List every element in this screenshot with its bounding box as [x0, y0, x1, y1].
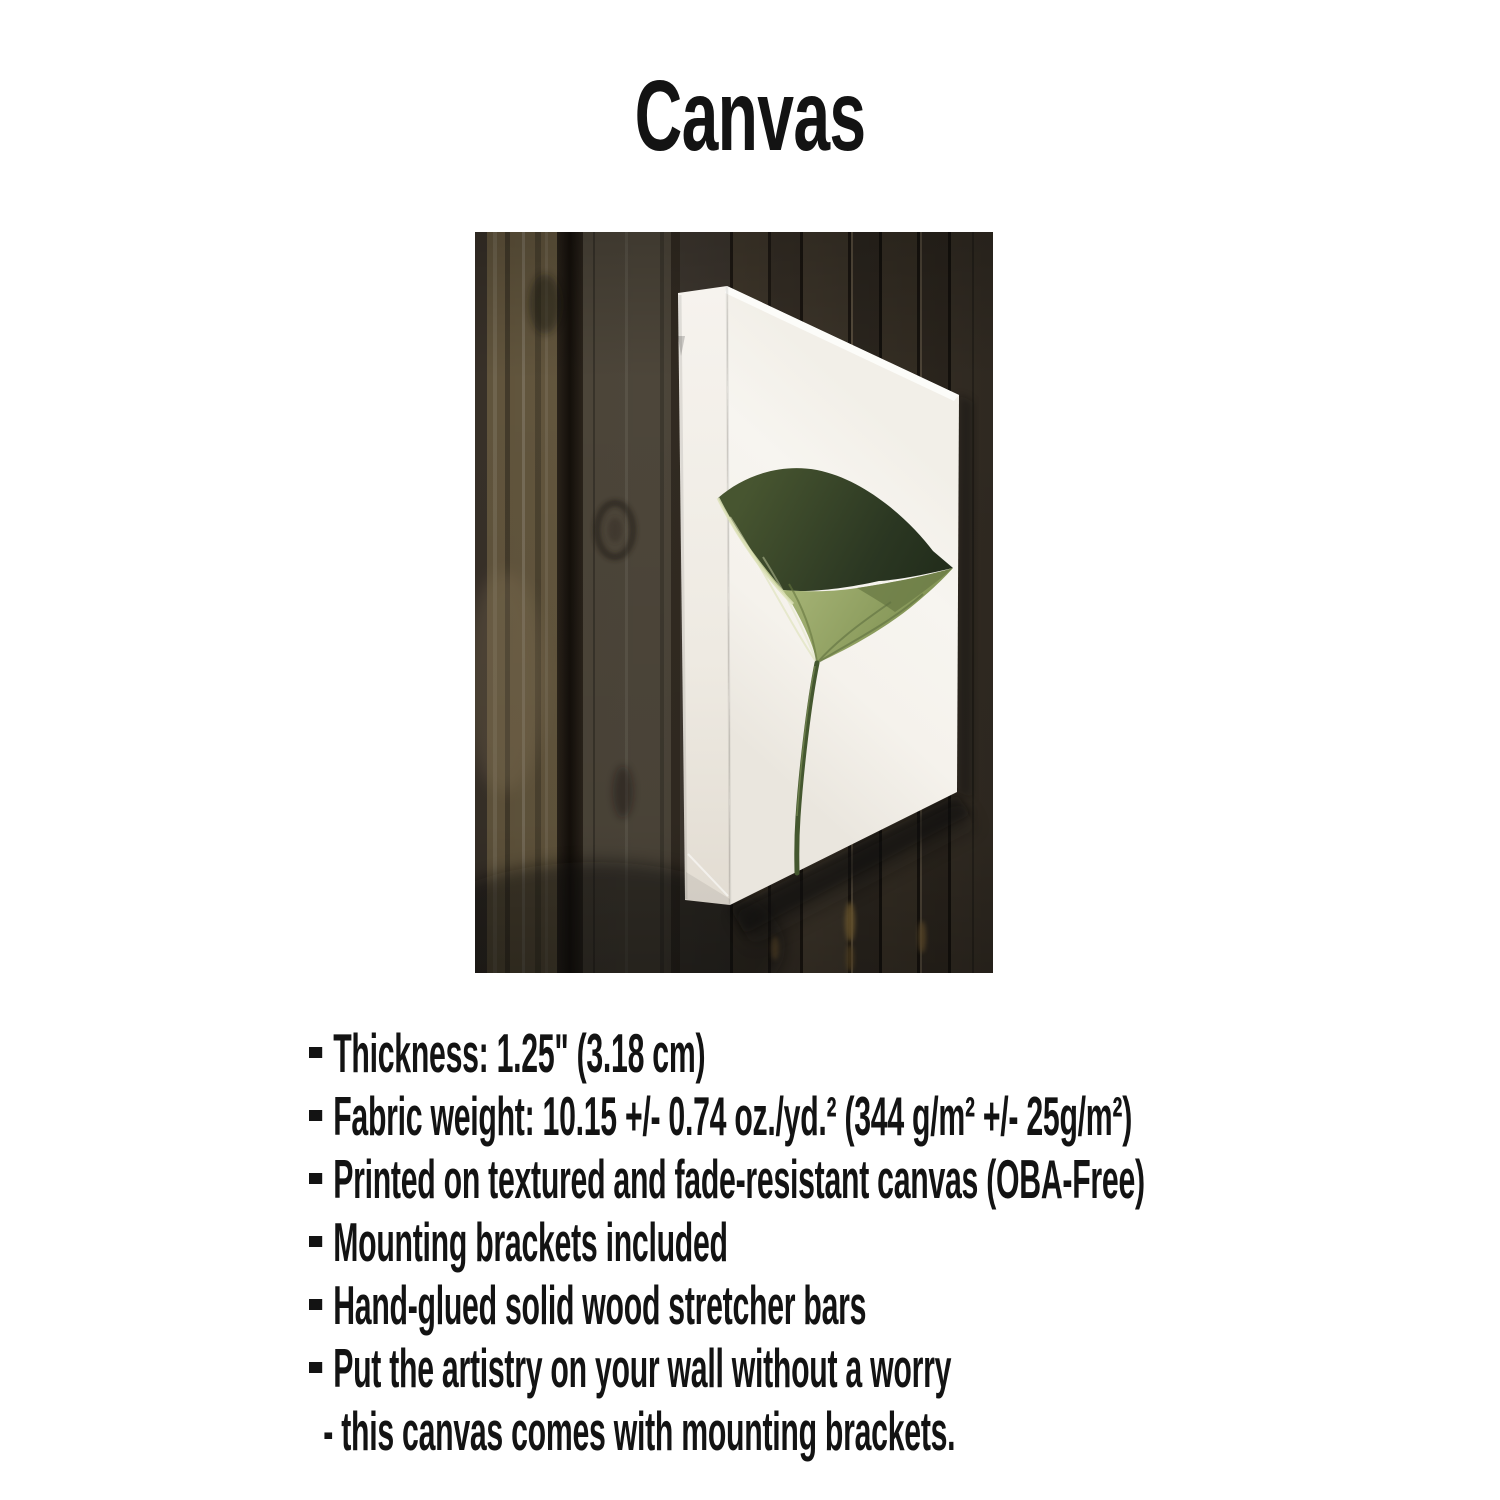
spec-item — [309, 1211, 1299, 1274]
spec-text: - this canvas comes with mounting brackets. — [323, 1400, 956, 1462]
product-photo — [475, 232, 993, 973]
spec-item — [299, 1400, 1299, 1463]
page-title: Canvas — [634, 60, 866, 172]
spec-item — [309, 1148, 1299, 1211]
bullet-square-icon — [309, 1236, 322, 1247]
bullet-square-icon — [309, 1110, 322, 1121]
spec-item — [309, 1085, 1299, 1148]
spec-item — [309, 1337, 1299, 1400]
spec-item — [309, 1274, 1299, 1337]
spec-text: Mounting brackets included — [333, 1211, 728, 1273]
bullet-square-icon — [309, 1047, 322, 1058]
spec-item — [309, 1022, 1299, 1085]
bullet-square-icon — [309, 1299, 322, 1310]
bullet-square-icon — [309, 1173, 322, 1184]
spec-text: Thickness: 1.25" (3.18 cm) — [333, 1022, 706, 1084]
spec-text: Put the artistry on your wall without a worry — [333, 1337, 952, 1399]
spec-text: Hand-glued solid wood stretcher bars — [333, 1274, 867, 1336]
spec-text: Printed on textured and fade-resistant canvas (OBA-Free) — [333, 1148, 1145, 1210]
bullet-square-icon — [309, 1362, 322, 1373]
spec-text: Fabric weight: 10.15 +/- 0.74 oz./yd.² (344 g/m² +/- 25g/m²) — [333, 1085, 1133, 1147]
photo-canvas-on-wood — [475, 232, 993, 973]
spec-list — [309, 1022, 1299, 1463]
